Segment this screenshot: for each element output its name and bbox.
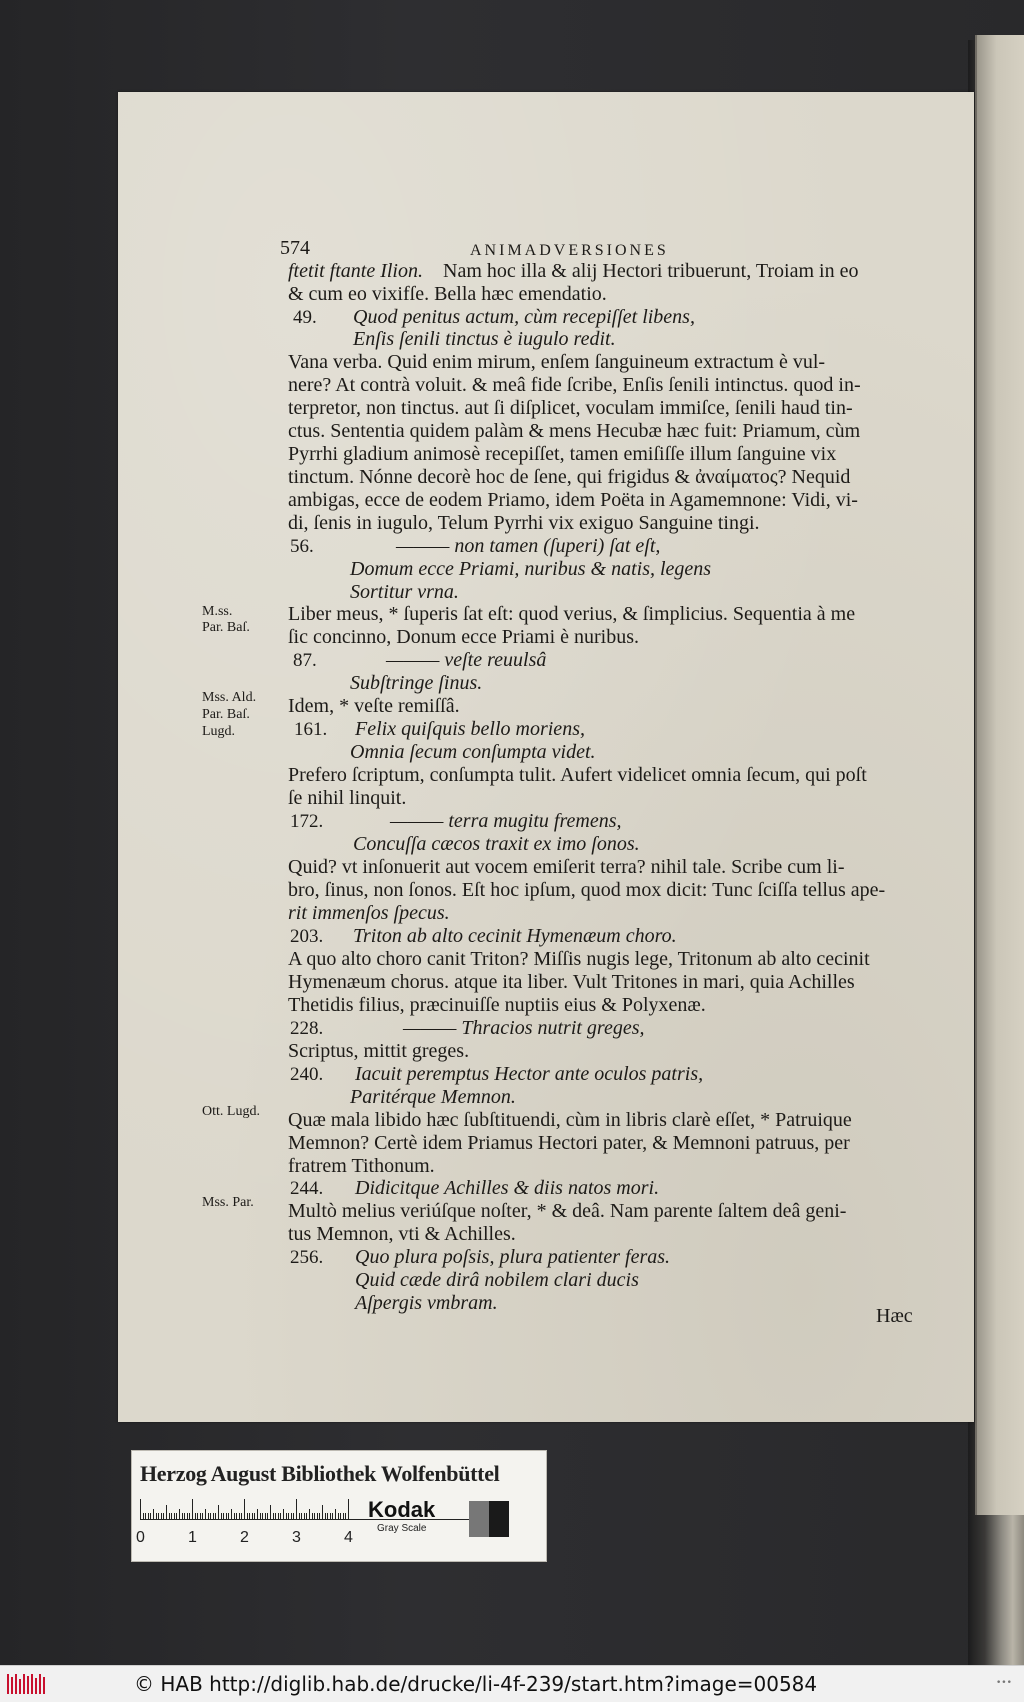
text-line: tus Memnon, vti & Achilles. xyxy=(288,1223,516,1245)
text-line: Quid? vt inſonuerit aut vocem emiſerit terra? nihil tale. Scribe cum li- xyxy=(288,856,845,878)
ruler-tick xyxy=(143,1513,144,1519)
margin-note: M.ss. xyxy=(202,604,233,619)
ruler-tick xyxy=(265,1513,266,1519)
more-icon[interactable]: ••• xyxy=(996,1678,1012,1688)
text-line: Quod penitus actum, cùm recepiſſet libens, xyxy=(353,306,695,328)
ruler-tick xyxy=(239,1513,240,1519)
text-line: bro, ſinus, non ſonos. Eſt hoc ipſum, quod mox dicit: Tunc ſciſſa tellus ape- xyxy=(288,879,886,901)
ruler-tick xyxy=(291,1513,292,1519)
ruler-tick xyxy=(327,1513,328,1519)
text-line: Omnia ſecum conſumpta videt. xyxy=(350,741,596,763)
ruler-tick xyxy=(322,1505,323,1519)
ruler-tick xyxy=(306,1513,307,1519)
facing-page-edge xyxy=(975,35,1024,1515)
text-line: Didicitque Achilles & diis natos mori. xyxy=(355,1177,660,1199)
black-patch xyxy=(489,1501,509,1537)
text-line: Pyrrhi gladium animosè recepiſſet, tamen emiſiſſe illum ſanguine vix xyxy=(288,443,837,465)
ruler-tick xyxy=(270,1505,271,1519)
ruler-tick xyxy=(223,1513,224,1519)
library-name: Herzog August Bibliothek Wolfenbüttel xyxy=(140,1461,500,1486)
book-page xyxy=(118,92,974,1422)
text-line: 244. xyxy=(290,1178,324,1199)
text-line: 87. xyxy=(293,650,317,671)
library-label-card xyxy=(131,1450,547,1562)
ruler-tick xyxy=(345,1513,346,1519)
ruler-tick xyxy=(343,1513,344,1519)
footer-bar xyxy=(0,1665,1024,1702)
ruler-tick xyxy=(314,1513,315,1519)
running-head: ANIMADVERSIONES xyxy=(470,242,669,259)
ruler-tick xyxy=(325,1513,326,1519)
ruler-tick xyxy=(330,1513,331,1519)
text-line: Thetidis filius, præcinuiſſe nuptiis eius & Polyxenæ. xyxy=(288,994,706,1016)
ruler-tick xyxy=(208,1513,209,1519)
text-line: ſe nihil linquit. xyxy=(288,787,407,809)
ruler-tick xyxy=(273,1513,274,1519)
ruler-tick xyxy=(280,1513,281,1519)
text-line: Felix quiſquis bello moriens, xyxy=(355,718,585,740)
ruler-tick xyxy=(195,1513,196,1519)
text-line: ——— non tamen (ſuperi) ſat eſt, xyxy=(396,535,661,557)
ruler-tick xyxy=(179,1509,180,1519)
text-line: Aſpergis vmbram. xyxy=(355,1292,498,1314)
ruler-tick xyxy=(210,1513,211,1519)
text-line: tinctum. Nónne decorè hoc de ſene, qui frigidus & ἀναίματος? Nequid xyxy=(288,466,851,488)
text-line: Memnon? Certè idem Priamus Hectori pater, & Memnoni patruus, per xyxy=(288,1132,850,1154)
ruler-tick xyxy=(174,1513,175,1519)
text-line: A quo alto choro canit Triton? Miſſis nugis lege, Tritonum ab alto cecinit xyxy=(288,948,870,970)
gray-scale-caption: Gray Scale xyxy=(377,1523,427,1534)
text-line: 228. xyxy=(290,1018,324,1039)
ruler-tick xyxy=(189,1513,190,1519)
ruler-tick xyxy=(301,1513,302,1519)
ruler-tick xyxy=(171,1513,172,1519)
ruler-tick xyxy=(312,1513,313,1519)
ruler-tick xyxy=(293,1513,294,1519)
text-line: di, ſenis in iugulo, Telum Pyrrhi vix exiguo Sanguine tingi. xyxy=(288,512,760,534)
ruler-tick xyxy=(348,1499,349,1519)
ruler-tick xyxy=(140,1499,141,1519)
text-line: Idem, * veſte remiſſâ. xyxy=(288,695,460,717)
ruler-tick xyxy=(252,1513,253,1519)
margin-note: Lugd. xyxy=(202,724,236,739)
text-line: Paritérque Memnon. xyxy=(350,1086,516,1108)
text-line: ——— terra mugitu fremens, xyxy=(390,810,622,832)
text-line: Quæ mala libido hæc ſubſtituendi, cùm in libris clarè eſſet, * Patruique xyxy=(288,1109,852,1131)
text-line: Vana verba. Quid enim mirum, enſem ſanguineum extractum è vul- xyxy=(288,351,826,373)
text-line: ſic concinno, Donum ecce Priami è nuribus. xyxy=(288,626,640,648)
text-line: Subſtringe ſinus. xyxy=(350,672,483,694)
ruler-tick xyxy=(184,1513,185,1519)
text-line: nere? At contrà voluit. & meâ fide ſcribe, Enſis ſenili intinctus. quod in- xyxy=(288,374,861,396)
page-number: 574 xyxy=(280,237,310,259)
text-line: 240. xyxy=(290,1064,324,1085)
text-line: 256. xyxy=(290,1247,324,1268)
text-line: 56. xyxy=(290,536,314,557)
ruler-tick xyxy=(304,1513,305,1519)
text-line: Triton ab alto cecinit Hymenæum choro. xyxy=(353,925,677,947)
ruler-tick xyxy=(340,1513,341,1519)
ruler-tick xyxy=(319,1513,320,1519)
text-line: Enſis ſenili tinctus è iugulo redit. xyxy=(353,328,616,350)
ruler-tick xyxy=(257,1509,258,1519)
ruler-tick xyxy=(244,1499,245,1519)
ruler-tick xyxy=(158,1513,159,1519)
source-link[interactable]: © HAB http://diglib.hab.de/drucke/li-4f-239/start.htm?image=00584 xyxy=(134,1672,818,1696)
ruler-tick xyxy=(234,1513,235,1519)
margin-note: Ott. Lugd. xyxy=(202,1104,260,1119)
ruler-tick xyxy=(231,1509,232,1519)
text-line: ctus. Sententia quidem palàm & mens Hecubæ hæc fuit: Priamum, cùm xyxy=(288,420,861,442)
text-line: 172. xyxy=(290,811,324,832)
scale-number: 2 xyxy=(240,1529,249,1546)
text-line: rit immenſos ſpecus. xyxy=(288,902,450,924)
ruler-tick xyxy=(241,1513,242,1519)
ruler-tick xyxy=(332,1513,333,1519)
text-line: terpretor, non tinctus. aut ſi diſplicet, voculam immiſce, ſenili haud tin- xyxy=(288,397,853,419)
scale-number: 3 xyxy=(292,1529,301,1546)
ruler-tick xyxy=(202,1513,203,1519)
ruler-tick xyxy=(296,1499,297,1519)
ruler-tick xyxy=(166,1505,167,1519)
ruler-tick xyxy=(228,1513,229,1519)
text-line: Quid cæde dirâ nobilem clari ducis xyxy=(355,1269,639,1291)
scale-number: 0 xyxy=(136,1529,145,1546)
ruler-tick xyxy=(278,1513,279,1519)
scale-number: 1 xyxy=(188,1529,197,1546)
ruler-tick xyxy=(182,1513,183,1519)
scale-number: 4 xyxy=(344,1529,353,1546)
gray-patch xyxy=(469,1501,489,1537)
ruler-tick xyxy=(200,1513,201,1519)
margin-note: Mss. Ald. xyxy=(202,690,257,705)
ruler-tick xyxy=(275,1513,276,1519)
ruler-tick xyxy=(163,1513,164,1519)
margin-note: Par. Baſ. xyxy=(202,707,250,722)
ruler-tick xyxy=(150,1513,151,1519)
text-line: 161. xyxy=(294,719,328,740)
ruler-tick xyxy=(283,1509,284,1519)
margin-note: Par. Baſ. xyxy=(202,620,250,635)
kodak-logo: Kodak xyxy=(368,1497,436,1522)
ruler-tick xyxy=(254,1513,255,1519)
ruler-tick xyxy=(249,1513,250,1519)
text-line: Sortitur vrna. xyxy=(350,581,459,603)
text-line: ftetit ftante Ilion. xyxy=(288,260,423,282)
ruler-tick xyxy=(169,1513,170,1519)
ruler-tick xyxy=(161,1513,162,1519)
text-line: Scriptus, mittit greges. xyxy=(288,1040,470,1062)
ruler-tick xyxy=(148,1513,149,1519)
text-line: ——— veſte reuulsâ xyxy=(386,649,547,671)
ruler-tick xyxy=(221,1513,222,1519)
ruler-tick xyxy=(260,1513,261,1519)
ruler-tick xyxy=(205,1509,206,1519)
ruler-tick xyxy=(309,1509,310,1519)
catchword: Hæc xyxy=(876,1305,913,1327)
page-text xyxy=(118,92,974,1422)
ruler-tick xyxy=(213,1513,214,1519)
text-line: Iacuit peremptus Hector ante oculos patris, xyxy=(355,1063,704,1085)
ruler-tick xyxy=(153,1509,154,1519)
ruler-tick xyxy=(247,1513,248,1519)
ruler-tick xyxy=(338,1513,339,1519)
ruler-tick xyxy=(236,1513,237,1519)
ruler-tick xyxy=(176,1513,177,1519)
text-line: Multò melius veriúſque noſter, * & deâ. Nam parente ſaltem deâ geni- xyxy=(288,1200,847,1222)
text-line: Concuſſa cæcos traxit ex imo ſonos. xyxy=(353,833,640,855)
ruler-tick xyxy=(262,1513,263,1519)
ruler-tick xyxy=(299,1513,300,1519)
text-line: ambigas, ecce de eodem Priamo, idem Poëta in Agamemnone: Vidi, vi- xyxy=(288,489,858,511)
text-line: Hymenæum chorus. atque ita liber. Vult Tritones in mari, quia Achilles xyxy=(288,971,855,993)
ruler-tick xyxy=(317,1513,318,1519)
margin-note: Mss. Par. xyxy=(202,1195,254,1210)
text-line: & cum eo vixifſe. Bella hæc emendatio. xyxy=(288,283,607,305)
text-line: 49. xyxy=(293,307,317,328)
text-line: Domum ecce Priami, nuribus & natis, legens xyxy=(350,558,712,580)
text-line: Nam hoc illa & alij Hectori tribuerunt, Troiam in eo xyxy=(443,260,859,282)
ruler-tick xyxy=(187,1513,188,1519)
ruler-tick xyxy=(215,1513,216,1519)
text-line: Liber meus, * ſuperis ſat eſt: quod verius, & ſimplicius. Sequentia à me xyxy=(288,603,856,625)
text-line: ——— Thracios nutrit greges, xyxy=(403,1017,645,1039)
ruler-tick xyxy=(286,1513,287,1519)
ruler-tick xyxy=(335,1509,336,1519)
text-line: Quo plura poſsis, plura patienter feras. xyxy=(355,1246,671,1268)
ruler-tick xyxy=(145,1513,146,1519)
ruler-tick xyxy=(218,1505,219,1519)
text-line: 203. xyxy=(290,926,324,947)
text-line: fratrem Tithonum. xyxy=(288,1155,435,1177)
text-line: Prefero ſcriptum, conſumpta tulit. Aufert videlicet omnia ſecum, qui poſt xyxy=(288,764,867,786)
ruler-tick xyxy=(288,1513,289,1519)
ruler-tick xyxy=(226,1513,227,1519)
hab-logo-icon xyxy=(6,1672,46,1696)
ruler-tick xyxy=(197,1513,198,1519)
ruler-tick xyxy=(192,1499,193,1519)
ruler-tick xyxy=(267,1513,268,1519)
ruler-tick xyxy=(156,1513,157,1519)
